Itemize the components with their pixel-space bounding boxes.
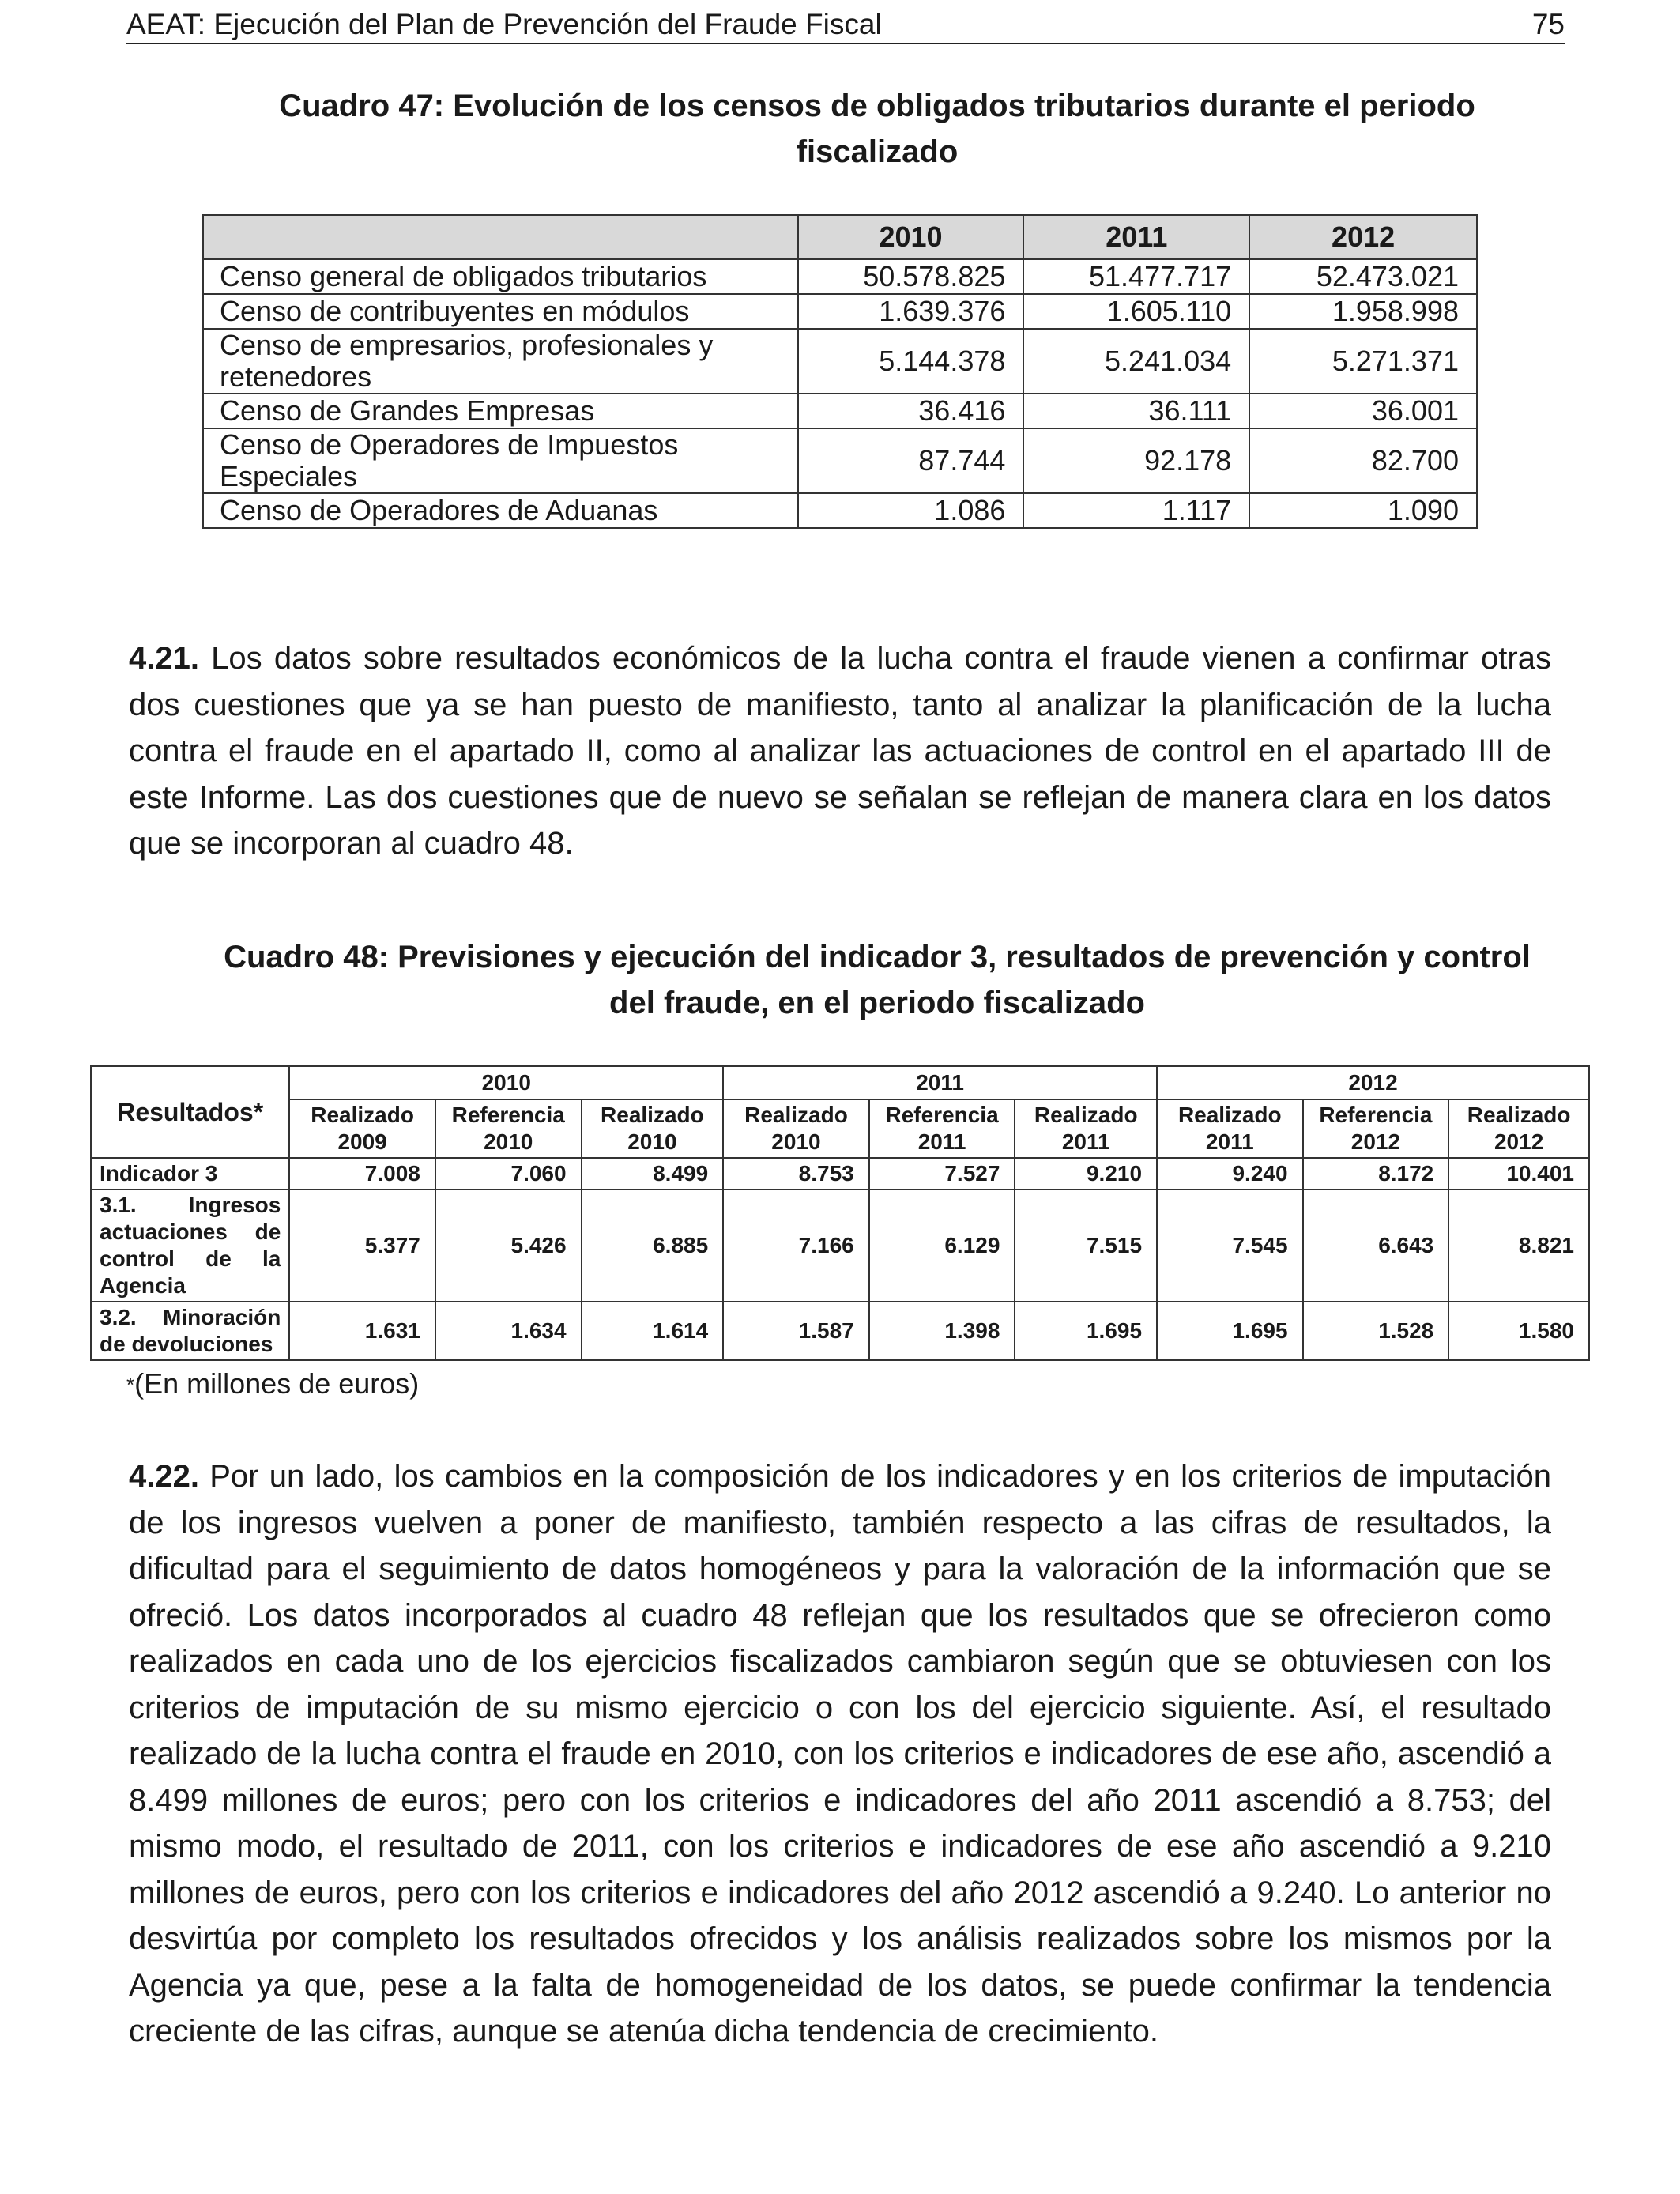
cell-value: 7.515 [1015,1189,1157,1302]
column-header: 2011 [1023,215,1249,259]
table-row [203,294,1477,329]
table-row [203,329,1477,394]
cell-value: 5.144.378 [798,329,1024,394]
cuadro47-title: Cuadro 47: Evolución de los censos de obligados tributarios durante el periodo fiscalizado [279,89,1475,169]
cell-value: 5.241.034 [1023,329,1249,394]
column-header: Realizado 2010 [582,1099,724,1158]
row-label: 3.2. Minoración de devoluciones [91,1302,289,1360]
column-header: Realizado 2012 [1448,1099,1589,1158]
year-header: 2010 [289,1066,723,1099]
column-header: Realizado 2011 [1015,1099,1157,1158]
column-header: Realizado 2010 [723,1099,869,1158]
cell-value: 1.086 [798,493,1024,528]
cell-value: 1.580 [1448,1302,1589,1360]
cell-value: 1.614 [582,1302,724,1360]
cuadro48-title: Cuadro 48: Previsiones y ejecución del indicador 3, resultados de prevención y control del fraude, en el periodo fiscalizado [224,940,1531,1020]
cell-value: 7.060 [435,1158,582,1189]
column-header: Referencia 2011 [869,1099,1015,1158]
paragraph-4-22 [129,1453,1551,2055]
row-label: Censo de empresarios, profesionales y retenedores [203,329,798,394]
cell-value: 7.008 [289,1158,435,1189]
footnote-text: (En millones de euros) [134,1367,420,1400]
cell-value: 1.117 [1023,493,1249,528]
cell-value: 1.398 [869,1302,1015,1360]
cell-value: 9.210 [1015,1158,1157,1189]
running-header [126,6,1565,44]
cuadro47-table [202,214,1478,529]
cell-value: 8.753 [723,1158,869,1189]
cell-value: 92.178 [1023,428,1249,493]
cell-value: 36.416 [798,394,1024,428]
row-label: Censo de contribuyentes en módulos [203,294,798,329]
column-header: Referencia 2010 [435,1099,582,1158]
cell-value: 8.499 [582,1158,724,1189]
column-header: 2010 [798,215,1024,259]
cell-value: 36.111 [1023,394,1249,428]
column-header-row [91,1099,1589,1158]
table-row [203,394,1477,428]
cell-value: 7.166 [723,1189,869,1302]
page-number: 75 [1531,8,1565,40]
cell-value: 6.129 [869,1189,1015,1302]
cell-value: 5.271.371 [1249,329,1477,394]
cell-value: 1.639.376 [798,294,1024,329]
table-row [91,1302,1589,1360]
paragraph-number: 4.21. [129,641,199,676]
cell-value: 1.695 [1157,1302,1303,1360]
table-footnote [126,1367,419,1400]
empty-header-cell [203,215,798,259]
cell-value: 87.744 [798,428,1024,493]
column-header: Realizado 2009 [289,1099,435,1158]
cell-value: 1.605.110 [1023,294,1249,329]
paragraph-text: Los datos sobre resultados económicos de la lucha contra el fraude vienen a confirmar otras dos cuestiones que ya se han puesto de manifiesto, tanto al analizar la planificación de la lucha contra el fraude en el apartado II, como al analizar las actuaciones de control en el apartado III de este Informe. Las dos cuestiones que de nuevo se señalan se reflejan de manera clara en los datos que se incorporan al cuadro 48. [129,641,1551,861]
cell-value: 1.695 [1015,1302,1157,1360]
cell-value: 8.172 [1303,1158,1449,1189]
row-header-resultados: Resultados* [91,1066,289,1158]
cell-value: 10.401 [1448,1158,1589,1189]
cell-value: 6.885 [582,1189,724,1302]
table-row [203,493,1477,528]
table-row [91,1189,1589,1302]
row-label: Censo de Grandes Empresas [203,394,798,428]
cell-value: 7.527 [869,1158,1015,1189]
cell-value: 5.426 [435,1189,582,1302]
cell-value: 9.240 [1157,1158,1303,1189]
paragraph-text: Por un lado, los cambios en la composición de los indicadores y en los criterios de imputación de los ingresos vuelven a poner de manifiesto, también respecto a las cifras de resultados, la dificultad para el seguimiento de datos homogéneos y para la valoración de la información que se ofreció. Los datos incorporados al cuadro 48 reflejan que los resultados que se ofrecieron como realizados en cada uno de los ejercicios fiscalizados cambiaron según que se obtuviesen con los criterios de imputación de su mismo ejercicio o con los del ejercicio siguiente. Así, el resultado realizado de la lucha contra el fraude en 2010, con los criterios e indicadores de ese año, ascendió a 8.499 millones de euros; pero con los criterios e indicadores del año 2011 ascendió a 8.753; del mismo modo, el resultado de 2011, con los criterios e indicadores de ese año ascendió a 9.210 millones de euros, pero con los criterios e indicadores del año 2012 ascendió a 9.240. Lo anterior no desvirtúa por completo los resultados ofrecidos y los análisis realizados sobre los mismos por la Agencia ya que, pese a la falta de homogeneidad de los datos, se puede confirmar la tendencia creciente de las cifras, aunque se atenúa dicha tendencia de crecimiento. [129,1459,1551,2049]
cell-value: 7.545 [1157,1189,1303,1302]
cell-value: 52.473.021 [1249,259,1477,294]
cell-value: 36.001 [1249,394,1477,428]
paragraph-4-21 [129,635,1551,867]
paragraph-number: 4.22. [129,1459,199,1494]
year-header: 2012 [1157,1066,1589,1099]
year-header-row [91,1066,1589,1099]
cell-value: 1.958.998 [1249,294,1477,329]
cell-value: 1.587 [723,1302,869,1360]
row-label: Censo de Operadores de Aduanas [203,493,798,528]
row-label: Indicador 3 [91,1158,289,1189]
column-header: Referencia 2012 [1303,1099,1449,1158]
cell-value: 8.821 [1448,1189,1589,1302]
cuadro48-table [90,1065,1590,1361]
column-header: 2012 [1249,215,1477,259]
table-row [91,1158,1589,1189]
cell-value: 50.578.825 [798,259,1024,294]
row-label: Censo de Operadores de Impuestos Especiales [203,428,798,493]
cell-value: 1.090 [1249,493,1477,528]
cell-value: 51.477.717 [1023,259,1249,294]
table-header-row [203,215,1477,259]
cell-value: 5.377 [289,1189,435,1302]
table-row [203,428,1477,493]
year-header: 2011 [723,1066,1157,1099]
row-label: 3.1. Ingresos actuaciones de control de la Agencia [91,1189,289,1302]
cell-value: 82.700 [1249,428,1477,493]
cell-value: 6.643 [1303,1189,1449,1302]
cell-value: 1.631 [289,1302,435,1360]
row-label: Censo general de obligados tributarios [203,259,798,294]
footnote-mark: * [126,1373,135,1397]
cell-value: 1.634 [435,1302,582,1360]
column-header: Realizado 2011 [1157,1099,1303,1158]
table-row [203,259,1477,294]
cell-value: 1.528 [1303,1302,1449,1360]
header-title: AEAT: Ejecución del Plan de Prevención del Fraude Fiscal [126,8,882,40]
